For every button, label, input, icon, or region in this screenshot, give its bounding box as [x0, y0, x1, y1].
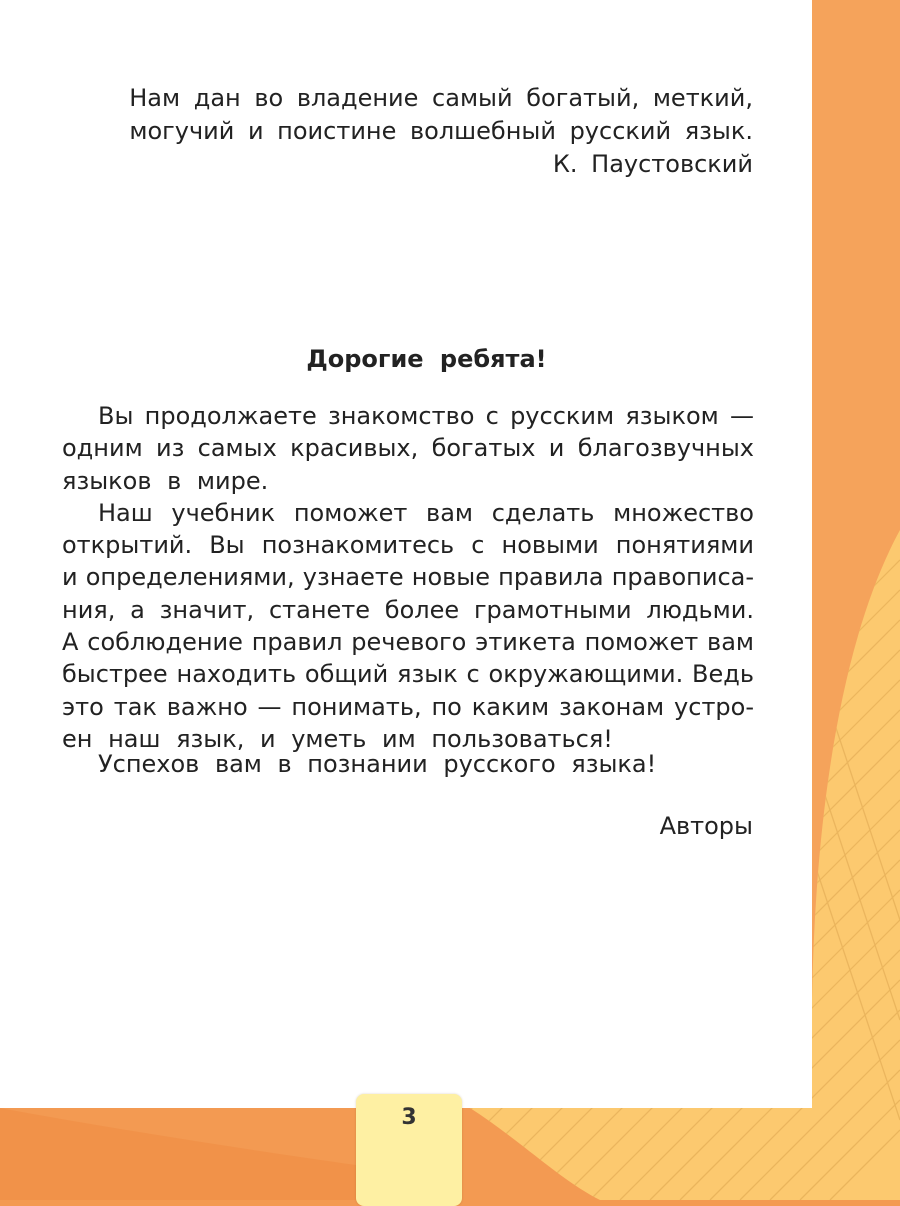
greeting-heading: Дорогие ребята!	[306, 345, 547, 373]
text-line: это так важно — понимать, по каким законам устро-	[62, 692, 754, 721]
text-line: Наш учебник поможет вам сделать множество	[98, 498, 754, 527]
text-line: одним из самых красивых, богатых и благозвучных	[62, 434, 754, 463]
text-line: и определениями, узнаете новые правила правописа-	[62, 563, 754, 592]
page-number-tab	[356, 1094, 462, 1206]
text-line: Вы продолжаете знакомство с русским языком —	[98, 402, 754, 430]
text-line: языков в мире.	[62, 466, 269, 495]
text-line: А соблюдение правил речевого этикета поможет вам	[62, 628, 754, 657]
text-line: быстрее находить общий язык с окружающими. Ведь	[62, 660, 754, 689]
closing-wish: Успехов вам в познании русского языка!	[98, 750, 657, 778]
text-line: ния, а значит, станете более грамотными людьми.	[62, 595, 754, 624]
epigraph-line: Нам дан во владение самый богатый, меткий,	[129, 84, 753, 112]
page-number: 3	[401, 1105, 417, 1130]
text-line: ен наш язык, и уметь им пользоваться!	[62, 724, 613, 753]
epigraph-author: К. Паустовский	[552, 150, 753, 178]
epigraph-line: могучий и поистине волшебный русский язык.	[129, 117, 753, 145]
epigraph	[100, 82, 753, 181]
text-line: открытий. Вы познакомитесь с новыми понятиями	[62, 531, 754, 560]
signature: Авторы	[659, 812, 753, 840]
body-text	[62, 400, 754, 755]
